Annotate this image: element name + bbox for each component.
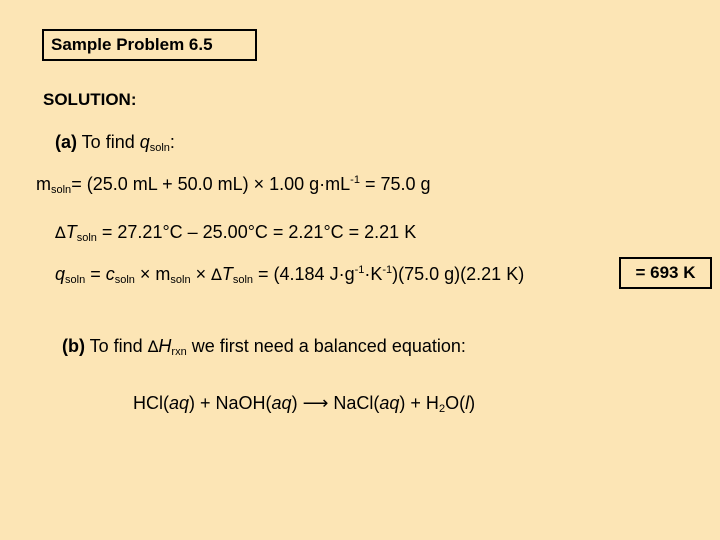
equation-end: ) bbox=[469, 393, 476, 413]
q-subscript: soln bbox=[149, 142, 170, 154]
naoh-formula: ) + NaOH( bbox=[189, 393, 272, 413]
part-b-label: (b) bbox=[62, 336, 85, 356]
part-a-colon: : bbox=[169, 132, 175, 152]
equals: = bbox=[85, 264, 106, 284]
g-exponent: -1 bbox=[354, 264, 365, 276]
part-a-line bbox=[55, 132, 175, 154]
q-symbol: q bbox=[139, 132, 150, 152]
balanced-equation bbox=[133, 393, 475, 415]
mass-subscript: soln bbox=[170, 274, 191, 286]
reaction-arrow: ) ⟶ NaCl( bbox=[291, 393, 380, 413]
mass-symbol: m bbox=[36, 174, 51, 194]
delta-t-equation bbox=[55, 222, 416, 244]
t-symbol: T bbox=[65, 222, 77, 242]
k-exponent: -1 bbox=[382, 264, 393, 276]
mass-equation bbox=[36, 174, 431, 196]
delta-symbol: ∆ bbox=[147, 337, 159, 356]
part-a-label: (a) bbox=[55, 132, 77, 152]
water-formula: ) + H bbox=[399, 393, 439, 413]
part-b-text-end: we first need a balanced equation: bbox=[186, 336, 466, 356]
part-b-text: To find bbox=[84, 336, 148, 356]
aq-state: aq bbox=[379, 393, 400, 413]
q-rhs-mid: ·K bbox=[364, 264, 383, 284]
h-symbol: H bbox=[158, 336, 172, 356]
aq-state: aq bbox=[169, 393, 190, 413]
part-a-text: To find bbox=[77, 132, 140, 152]
water-o: O( bbox=[445, 393, 466, 413]
liquid-state: l bbox=[465, 393, 470, 413]
delta-symbol: ∆ bbox=[55, 223, 66, 242]
q-subscript: soln bbox=[65, 274, 86, 286]
q-rhs-start: = (4.184 J·g bbox=[253, 264, 355, 284]
water-subscript: 2 bbox=[438, 403, 446, 415]
times-mass: × m bbox=[134, 264, 171, 284]
h-subscript: rxn bbox=[171, 346, 187, 358]
delta-t-expression: = 27.21°C – 25.00°C = 2.21°C = 2.21 K bbox=[96, 222, 417, 242]
times: × bbox=[190, 264, 212, 284]
t-subscript: soln bbox=[76, 232, 97, 244]
c-subscript: soln bbox=[114, 274, 135, 286]
t-subscript: soln bbox=[232, 274, 254, 286]
t-symbol: T bbox=[221, 264, 233, 284]
delta-symbol: ∆ bbox=[211, 265, 222, 284]
mass-expression: = (25.0 mL + 50.0 mL) × 1.00 g·mL bbox=[71, 174, 351, 194]
solution-heading: SOLUTION: bbox=[43, 90, 137, 109]
mass-subscript: soln bbox=[51, 184, 72, 196]
mass-result: = 75.0 g bbox=[359, 174, 431, 194]
q-equation bbox=[55, 264, 524, 286]
part-b-line bbox=[62, 336, 466, 358]
c-symbol: c bbox=[105, 264, 115, 284]
q-symbol: q bbox=[55, 264, 66, 284]
q-rhs-end: )(75.0 g)(2.21 K) bbox=[392, 264, 525, 284]
mass-exponent: -1 bbox=[350, 174, 360, 186]
aq-state: aq bbox=[271, 393, 292, 413]
result-box: = 693 K bbox=[619, 257, 712, 289]
sample-problem-title: Sample Problem 6.5 bbox=[42, 29, 257, 61]
hcl-formula: HCl( bbox=[133, 393, 169, 413]
